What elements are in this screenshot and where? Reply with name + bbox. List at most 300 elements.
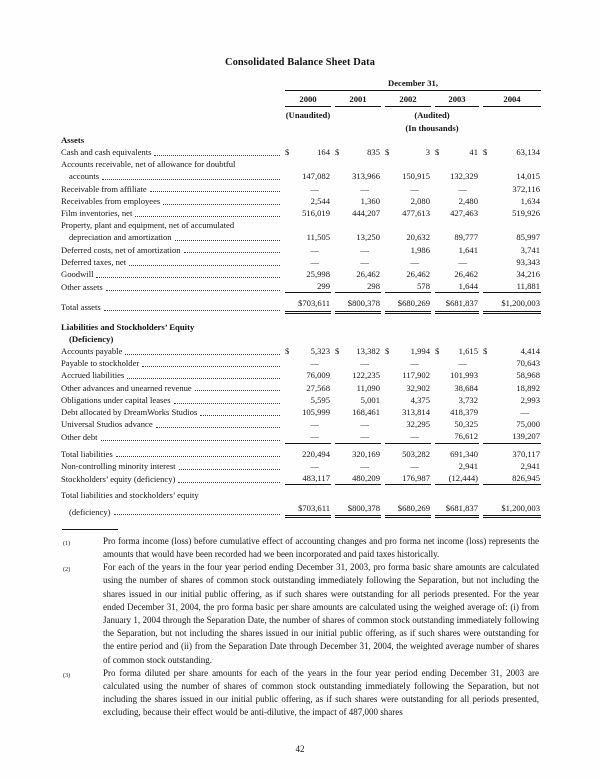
value: 826,945 <box>512 473 540 484</box>
table-row <box>61 170 539 182</box>
value: 372,116 <box>512 183 540 194</box>
value-cell <box>385 418 431 430</box>
value-cell <box>285 472 331 485</box>
row-label-text: Accounts payable <box>61 346 123 357</box>
value: — <box>310 431 319 442</box>
dot-leader <box>184 252 280 253</box>
table-row <box>61 418 539 430</box>
row-label <box>61 460 281 472</box>
value-cell <box>483 406 541 418</box>
value-cell <box>435 460 479 472</box>
value-cell <box>285 502 331 518</box>
row-label <box>61 183 281 195</box>
value-cell <box>285 170 331 182</box>
footnote-marker: (3) <box>63 671 71 679</box>
value: 93,343 <box>516 256 540 267</box>
value: 27,568 <box>306 382 330 393</box>
value-cell <box>285 256 331 268</box>
value-cell <box>483 394 541 406</box>
table-row-labelline <box>61 158 539 170</box>
value: 32,902 <box>406 382 430 393</box>
value: — <box>410 358 419 369</box>
row-label <box>61 268 281 280</box>
table-row <box>61 345 539 357</box>
value: 370,117 <box>512 448 540 459</box>
dot-leader <box>125 354 280 355</box>
value: 1,634 <box>520 195 540 206</box>
row-label-text: (deficiency) <box>69 506 111 517</box>
value-cell <box>483 268 541 280</box>
value: $703,611 <box>285 297 331 311</box>
page-title: Consolidated Balance Sheet Data <box>224 57 375 68</box>
value-cell <box>435 394 479 406</box>
value-cell <box>483 502 541 518</box>
value-cell <box>435 183 479 195</box>
value: 1,644 <box>458 281 478 292</box>
row-label-text: Payable to stockholder <box>61 358 140 369</box>
section-heading-line: Assets <box>61 134 85 145</box>
value-cell <box>385 460 431 472</box>
value-cell <box>285 195 331 207</box>
table-row <box>61 280 539 293</box>
dot-leader <box>154 155 280 156</box>
value-cell <box>385 472 431 485</box>
value-cell <box>385 345 431 357</box>
value-cell <box>385 256 431 268</box>
dollar-sign: $ <box>385 147 390 158</box>
value-cell <box>335 280 381 293</box>
value-cell <box>385 297 431 313</box>
value: 418,379 <box>450 407 478 418</box>
value: 578 <box>417 281 430 292</box>
value: 299 <box>317 281 330 292</box>
section-heading <box>61 321 539 345</box>
dot-leader <box>129 265 280 266</box>
value: 26,462 <box>454 269 478 280</box>
value: 76,612 <box>454 431 478 442</box>
value-cell <box>335 430 381 443</box>
row-label-text: Property, plant and equipment, net of accumulated <box>61 220 235 231</box>
value: — <box>410 256 419 267</box>
value: — <box>310 256 319 267</box>
section-heading <box>61 134 539 146</box>
value-cell <box>435 382 479 394</box>
dot-leader <box>195 390 280 391</box>
value-cell <box>435 345 479 357</box>
row-label <box>61 207 281 219</box>
dollar-sign: $ <box>435 346 440 357</box>
year-column-2002: 2002 <box>385 93 431 107</box>
row-label-text: Total liabilities <box>61 448 113 459</box>
value: — <box>310 419 319 430</box>
value: 11,090 <box>356 382 380 393</box>
value-cell <box>483 460 541 472</box>
value-cell <box>483 418 541 430</box>
value: 176,987 <box>402 473 430 484</box>
value-cell <box>435 170 479 182</box>
value-cell <box>335 231 381 243</box>
row-label-text: Film inventories, net <box>61 208 133 219</box>
year-column-2001: 2001 <box>335 93 381 107</box>
value: 105,999 <box>302 407 330 418</box>
value-cell <box>435 448 479 460</box>
value-cell <box>435 244 479 256</box>
value: $1,200,003 <box>483 297 541 311</box>
value-cell <box>385 430 431 443</box>
dot-leader <box>142 366 280 367</box>
value: 58,968 <box>516 370 540 381</box>
value: 298 <box>367 281 380 292</box>
value: 320,169 <box>352 448 380 459</box>
date-header: December 31, <box>285 77 541 91</box>
value-cell <box>385 382 431 394</box>
value: — <box>410 431 419 442</box>
value: 516,019 <box>302 208 330 219</box>
row-label-text: Other debt <box>61 432 98 443</box>
amount: 3 <box>425 147 430 158</box>
year-header-row <box>61 93 539 107</box>
value-cell <box>385 207 431 219</box>
value-cell <box>483 244 541 256</box>
value-cell <box>483 195 541 207</box>
row-label <box>61 506 281 518</box>
value-cell <box>483 357 541 369</box>
footnote <box>61 535 539 561</box>
value-cell <box>483 170 541 182</box>
value <box>385 345 431 357</box>
value: 2,544 <box>310 195 330 206</box>
dot-leader <box>106 290 280 291</box>
row-label <box>61 382 281 394</box>
row-label <box>61 170 281 182</box>
section-heading-line: (Deficiency) <box>69 333 114 344</box>
value-cell <box>285 207 331 219</box>
value-cell <box>435 207 479 219</box>
value: 444,207 <box>352 208 380 219</box>
row-label <box>61 418 281 430</box>
value: 11,505 <box>306 232 330 243</box>
row-label <box>61 357 281 369</box>
value: $680,269 <box>385 502 431 516</box>
table-row <box>61 231 539 243</box>
value-cell <box>483 472 541 485</box>
footnote <box>61 561 539 667</box>
value: 477,613 <box>402 208 430 219</box>
dot-leader <box>96 277 280 278</box>
footnote-marker: (1) <box>63 539 71 547</box>
amount: 41 <box>469 147 478 158</box>
row-label-text: Receivable from affiliate <box>61 183 147 194</box>
value: 26,462 <box>356 269 380 280</box>
amount: 1,994 <box>410 346 430 357</box>
value-cell <box>285 183 331 195</box>
value-cell <box>335 207 381 219</box>
year-column-2003: 2003 <box>435 93 479 107</box>
value: 3,741 <box>520 244 540 255</box>
value: (12,444) <box>448 473 478 484</box>
footnote-text: Pro forma income (loss) before cumulative effect of accounting changes and pro forma net income (loss) represents the amounts that would have been recorded had we been incorporated and paid taxes historically. <box>103 535 539 559</box>
units-row <box>61 122 539 134</box>
value <box>483 146 541 158</box>
value: $681,837 <box>435 297 479 311</box>
value: $680,269 <box>385 297 431 311</box>
value: 168,461 <box>352 407 380 418</box>
dot-leader <box>163 204 280 205</box>
value-cell <box>335 244 381 256</box>
value <box>285 345 331 357</box>
value-cell <box>483 146 541 158</box>
footnote <box>61 667 539 720</box>
value-cell <box>483 369 541 381</box>
table-row <box>61 244 539 256</box>
value-cell <box>385 280 431 293</box>
value: 25,998 <box>306 269 330 280</box>
row-label-text: Obligations under capital leases <box>61 394 171 405</box>
value: 3,732 <box>458 394 478 405</box>
value-cell <box>483 207 541 219</box>
date-header-row <box>61 77 539 93</box>
value-cell <box>435 146 479 158</box>
row-label-text: Other advances and unearned revenue <box>61 382 192 393</box>
value: 313,814 <box>402 407 430 418</box>
value: 38,684 <box>454 382 478 393</box>
value: 70,643 <box>516 358 540 369</box>
row-label-text: Accounts receivable, net of allowance for doubtful <box>61 159 236 170</box>
value-cell <box>335 448 381 460</box>
amount: 63,134 <box>516 147 540 158</box>
table-row <box>61 448 539 460</box>
dollar-sign: $ <box>285 147 290 158</box>
row-label-text: Deferred costs, net of amortization <box>61 244 181 255</box>
value: — <box>458 183 467 194</box>
value-cell <box>285 418 331 430</box>
value-cell <box>335 183 381 195</box>
value-cell <box>483 430 541 443</box>
value <box>435 146 479 158</box>
table-row <box>61 297 539 313</box>
row-label-text: Cash and cash equivalents <box>61 147 152 158</box>
value: 519,926 <box>512 208 540 219</box>
value: — <box>410 460 419 471</box>
value: 313,966 <box>352 171 380 182</box>
dollar-sign: $ <box>385 346 390 357</box>
value: $703,611 <box>285 502 331 516</box>
value-cell <box>483 256 541 268</box>
value-cell <box>385 146 431 158</box>
audit-status-row <box>61 109 539 121</box>
value: 427,463 <box>450 208 478 219</box>
value-cell <box>385 231 431 243</box>
dollar-sign: $ <box>285 346 290 357</box>
row-label <box>61 448 281 460</box>
row-label <box>61 146 281 158</box>
amount: 1,615 <box>458 346 478 357</box>
value: 1,360 <box>360 195 380 206</box>
amount: 4,414 <box>520 346 540 357</box>
value-cell <box>385 268 431 280</box>
value-cell <box>285 394 331 406</box>
value-cell <box>435 256 479 268</box>
value-cell <box>285 268 331 280</box>
value-cell <box>385 448 431 460</box>
value: 75,000 <box>516 419 540 430</box>
unaudited-label: (Unaudited) <box>285 110 331 121</box>
value-cell <box>335 297 381 313</box>
row-label <box>61 195 281 207</box>
value: 50,325 <box>454 419 478 430</box>
value-cell <box>435 280 479 293</box>
value-cell <box>335 357 381 369</box>
row-label-text: Total liabilities and stockholders’ equity <box>61 490 199 501</box>
value: — <box>458 358 467 369</box>
amount: 164 <box>317 147 330 158</box>
amount: 835 <box>367 147 380 158</box>
value-cell <box>435 297 479 313</box>
value: 11,881 <box>516 281 540 292</box>
balance-sheet-table <box>61 134 539 518</box>
value: 34,216 <box>516 269 540 280</box>
value: — <box>310 183 319 194</box>
row-label-text: Debt allocated by DreamWorks Studios <box>61 407 198 418</box>
row-label-text: Non-controlling minority interest <box>61 460 176 471</box>
value-cell <box>335 345 381 357</box>
table-row-labelline <box>61 489 539 501</box>
value: 2,080 <box>410 195 430 206</box>
table-row <box>61 472 539 485</box>
table-row <box>61 394 539 406</box>
dot-leader <box>135 216 280 217</box>
value: 4,375 <box>410 394 430 405</box>
dot-leader <box>104 310 280 311</box>
value-cell <box>285 297 331 313</box>
value <box>285 146 331 158</box>
value <box>483 345 541 357</box>
value-cell <box>435 502 479 518</box>
value-cell <box>435 472 479 485</box>
value: $800,378 <box>335 297 381 311</box>
row-label <box>61 345 281 357</box>
value: 503,282 <box>402 448 430 459</box>
value: 132,329 <box>450 171 478 182</box>
value-cell <box>335 406 381 418</box>
value-cell <box>435 418 479 430</box>
value: 2,941 <box>458 460 478 471</box>
value-cell <box>335 146 381 158</box>
value: 14,015 <box>516 171 540 182</box>
value: $800,378 <box>335 502 381 516</box>
value-cell <box>335 256 381 268</box>
value-cell <box>285 369 331 381</box>
value: — <box>360 256 369 267</box>
table-row <box>61 357 539 369</box>
value-cell <box>483 345 541 357</box>
value-cell <box>435 369 479 381</box>
value-cell <box>285 345 331 357</box>
row-label <box>61 219 281 231</box>
dot-leader <box>101 440 280 441</box>
table-row-labelline <box>61 219 539 231</box>
value-cell <box>335 195 381 207</box>
value <box>335 146 381 158</box>
value: 5,001 <box>360 394 380 405</box>
table-header <box>61 77 539 134</box>
row-label-text: Accrued liabilities <box>61 370 125 381</box>
value-cell <box>285 244 331 256</box>
value: 2,480 <box>458 195 478 206</box>
dot-leader <box>116 456 280 457</box>
value-cell <box>435 231 479 243</box>
value-cell <box>435 430 479 443</box>
value-cell <box>285 280 331 293</box>
value: 2,941 <box>520 460 540 471</box>
value: 1,641 <box>458 244 478 255</box>
value: 220,494 <box>302 448 330 459</box>
value: — <box>310 460 319 471</box>
value: 13,250 <box>356 232 380 243</box>
table-row <box>61 460 539 472</box>
value-cell <box>335 369 381 381</box>
value-cell <box>483 448 541 460</box>
footnote-separator <box>62 529 118 530</box>
value-cell <box>483 280 541 293</box>
units-label: (In thousands) <box>405 122 459 133</box>
value: — <box>360 244 369 255</box>
value: — <box>310 244 319 255</box>
row-label-text: Total assets <box>61 302 101 313</box>
row-label <box>61 406 281 418</box>
amount: 13,382 <box>356 346 380 357</box>
value-cell <box>285 382 331 394</box>
value: $681,837 <box>435 502 479 516</box>
table-row <box>61 256 539 268</box>
value <box>335 345 381 357</box>
value: 76,009 <box>306 370 330 381</box>
dot-leader <box>179 469 280 470</box>
footnote-marker: (2) <box>63 566 71 574</box>
value: — <box>310 358 319 369</box>
value-cell <box>335 170 381 182</box>
table-row <box>61 369 539 381</box>
value-cell <box>385 357 431 369</box>
row-label <box>61 281 281 293</box>
value: 2,993 <box>520 394 540 405</box>
row-label-text: Stockholders’ equity (deficiency) <box>61 474 176 485</box>
row-label-text: accounts <box>69 171 100 182</box>
row-label <box>61 231 281 243</box>
table-row <box>61 195 539 207</box>
section-heading-line: Liabilities and Stockholders’ Equity <box>61 321 195 332</box>
row-label <box>61 473 281 485</box>
value: 32,295 <box>406 419 430 430</box>
value-cell <box>385 244 431 256</box>
value-cell <box>385 183 431 195</box>
row-label <box>61 301 281 313</box>
value-cell <box>285 448 331 460</box>
row-label-text: Receivables from employees <box>61 195 161 206</box>
value-cell <box>385 195 431 207</box>
value-cell <box>335 472 381 485</box>
value <box>385 146 431 158</box>
value-cell <box>285 406 331 418</box>
row-label-text: Other assets <box>61 282 103 293</box>
value: — <box>360 431 369 442</box>
value: — <box>458 256 467 267</box>
value-cell <box>385 406 431 418</box>
audited-label: (Audited) <box>414 110 450 121</box>
value: — <box>360 183 369 194</box>
value: 147,082 <box>302 171 330 182</box>
value-cell <box>285 430 331 443</box>
